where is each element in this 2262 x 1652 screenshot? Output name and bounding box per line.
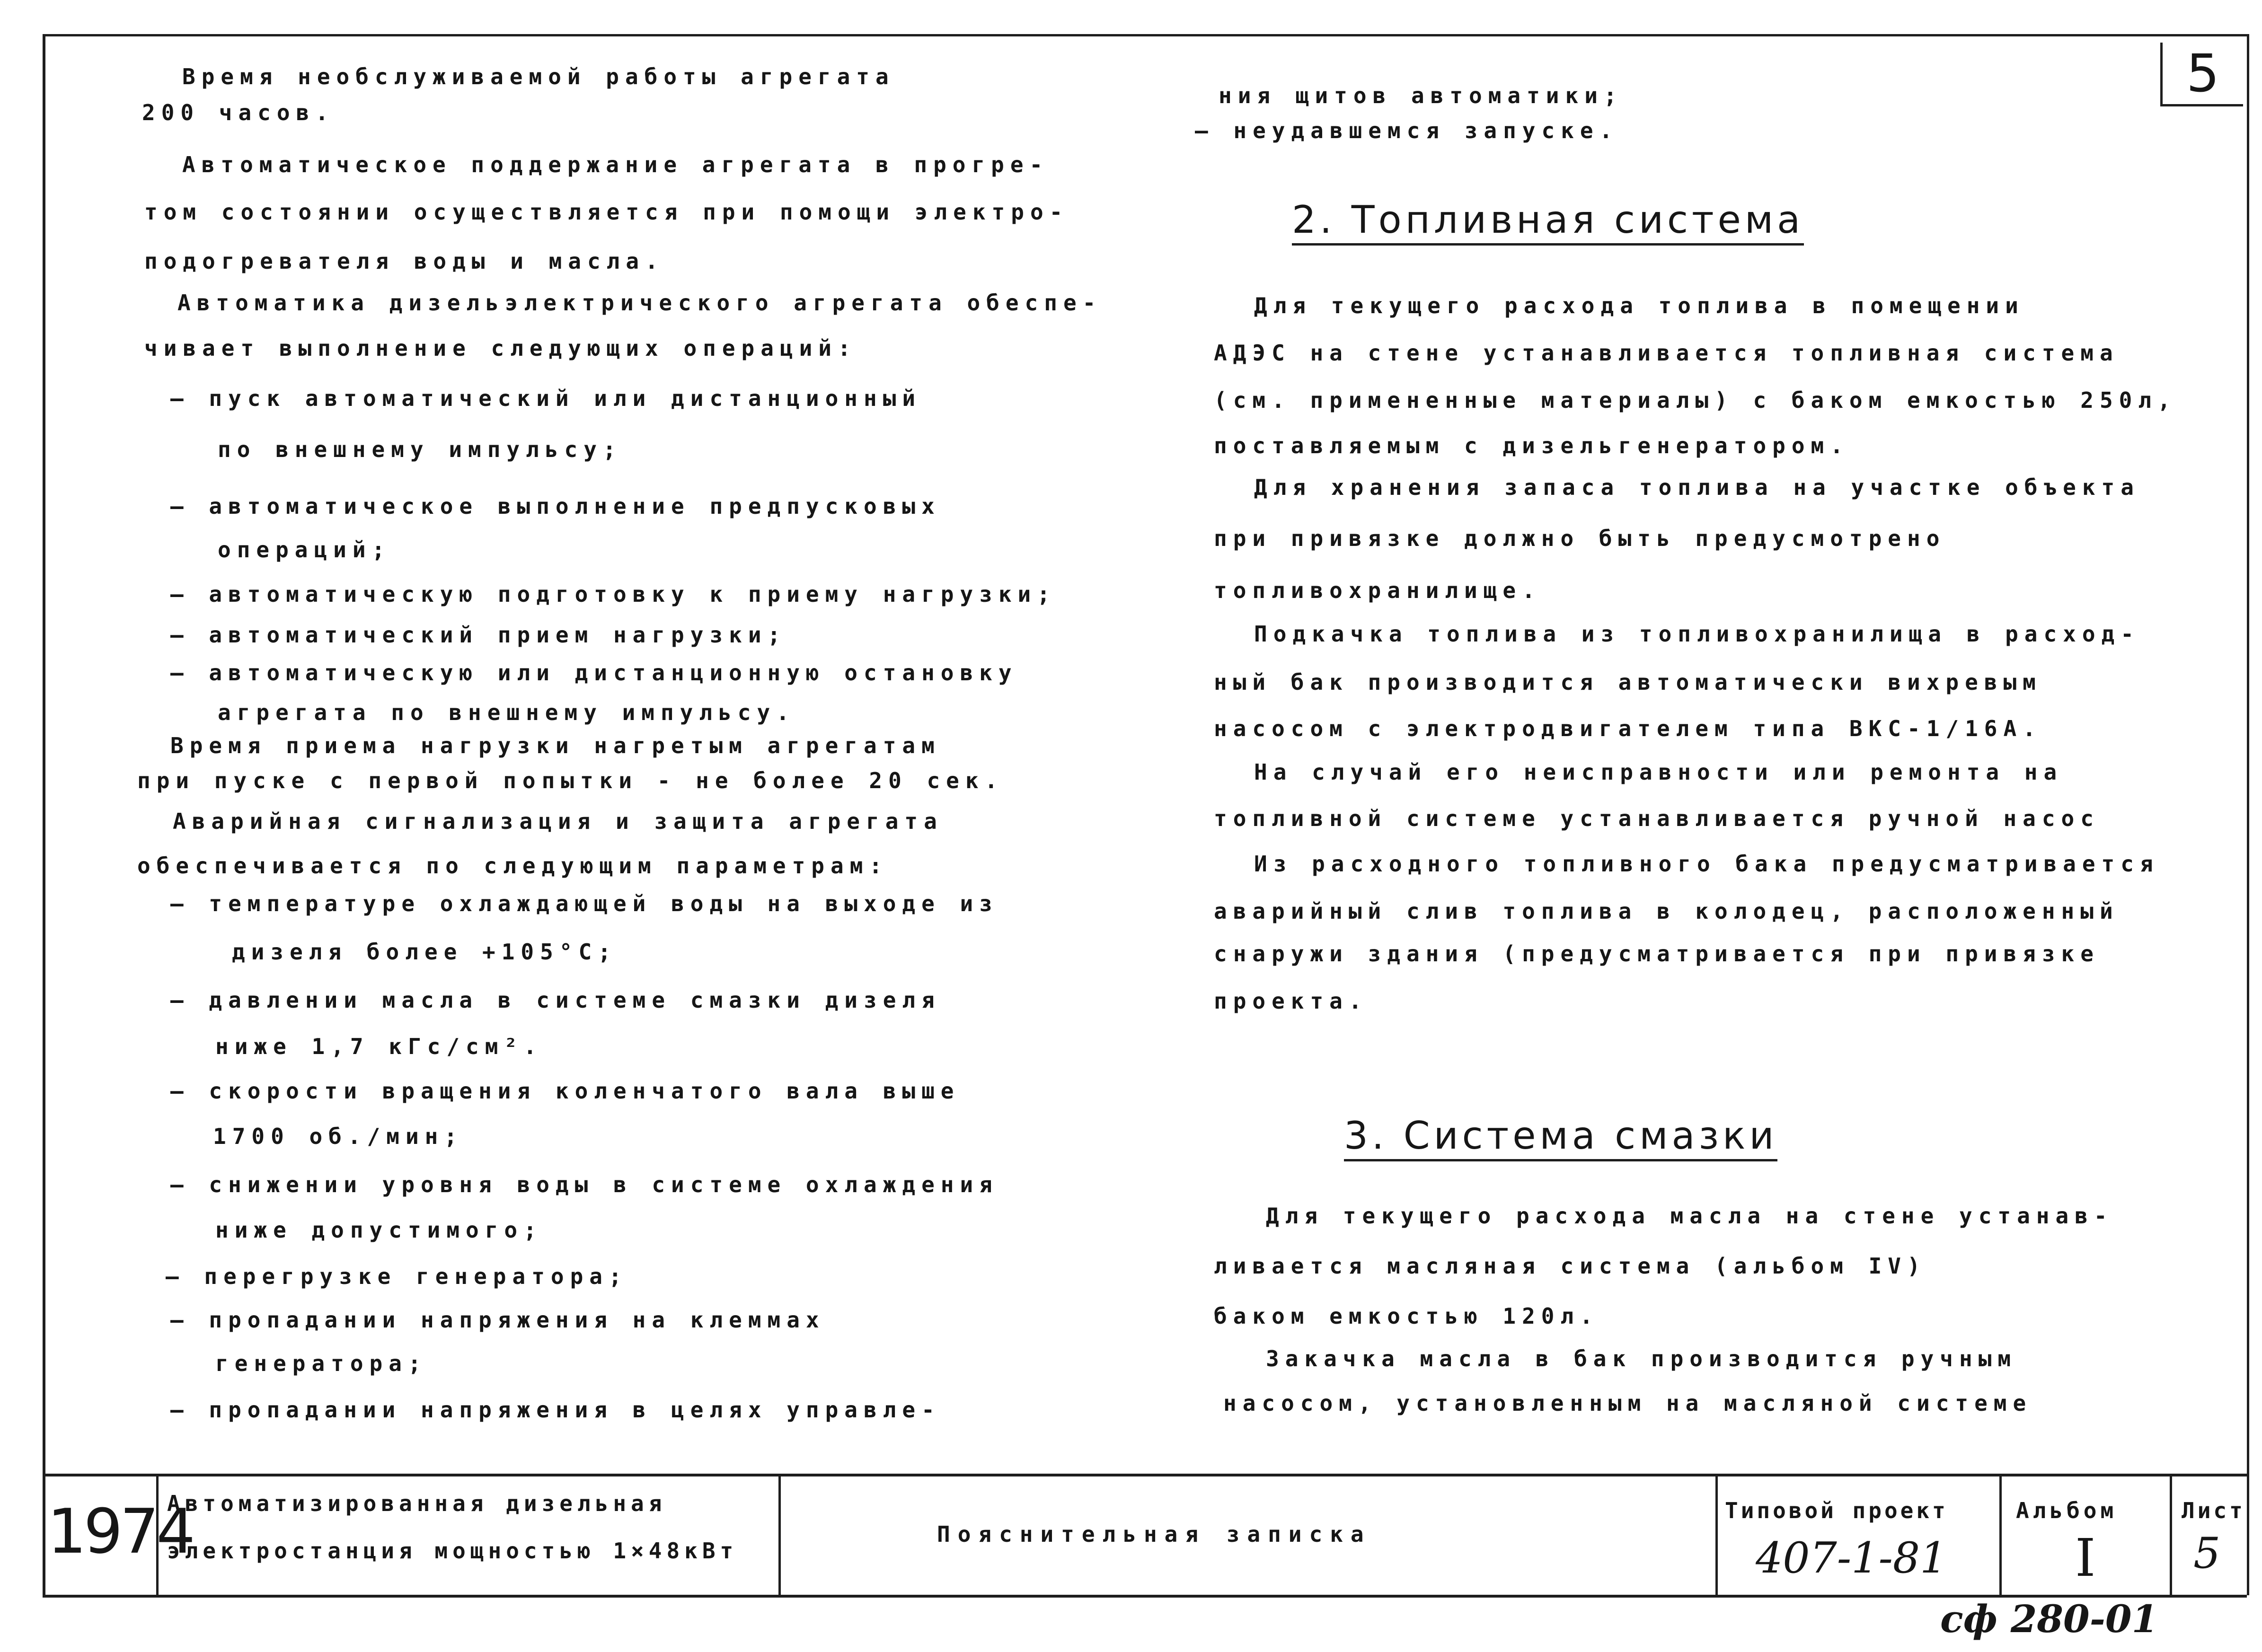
text-line: — автоматическую подготовку к приему нагрузки; (170, 581, 1056, 607)
text-line: — температуре охлаждающей воды на выходе из (170, 891, 998, 916)
text-line: — давлении масла в системе смазки дизеля (170, 987, 941, 1013)
album-label: Альбом (2016, 1498, 2118, 1523)
frame-top-border (45, 34, 2248, 36)
archive-code: сф 280-01 (1940, 1597, 2158, 1641)
section-heading-fuel: 2. Топливная система (1292, 199, 1804, 246)
text-line: при пуске с первой попытки - не более 20 сек. (137, 768, 1004, 793)
text-line: ниже 1,7 кГс/см². (215, 1034, 543, 1059)
text-line: — автоматическое выполнение предпусковых (170, 493, 941, 519)
project-label: Типовой проект (1725, 1498, 1948, 1523)
frame-right-border (2247, 34, 2249, 1595)
text-line: топливохранилище. (1214, 578, 1541, 603)
title-block-album-cell (1999, 1476, 2170, 1595)
text-line: ливается масляная система (альбом IV) (1214, 1253, 1926, 1279)
text-line: Для хранения запаса топлива на участке объекта (1254, 475, 2140, 500)
text-line: — пропадании напряжения на клеммах (170, 1307, 825, 1333)
text-line: снаружи здания (предусматривается при привязке (1214, 941, 2100, 967)
text-line: том состоянии осуществляется при помощи электро- (144, 199, 1069, 225)
text-line: Время приема нагрузки нагретым агрегатам (170, 733, 941, 758)
document-title: Пояснительная записка (937, 1521, 1371, 1547)
text-line: Для текущего расхода топлива в помещении (1254, 293, 2024, 318)
sheet-number-corner: 5 (2160, 43, 2243, 106)
title-block-project-cell (1715, 1476, 1999, 1595)
text-line: 1700 об./мин; (213, 1124, 464, 1149)
text-line: аварийный слив топлива в колодец, расположенный (1214, 898, 2119, 924)
text-line: насосом, установленным на масляной системе (1223, 1390, 2032, 1416)
text-line: дизеля более +105°С; (232, 939, 617, 965)
text-line: АДЭС на стене устанавливается топливная система (1214, 340, 2119, 366)
text-line: по внешнему импульсу; (218, 437, 622, 462)
object-name-line-2: электростанция мощностью 1×48кВт (167, 1538, 738, 1564)
album-number: I (2075, 1528, 2096, 1588)
section-heading-lubrication: 3. Система смазки (1344, 1115, 1777, 1161)
text-line: насосом с электродвигателем типа ВКС-1/16А. (1214, 716, 2042, 741)
text-line: — перегрузке генератора; (166, 1264, 628, 1289)
text-line: поставляемым с дизельгенератором. (1214, 433, 1849, 458)
text-line: Аварийная сигнализация и защита агрегата (173, 808, 943, 834)
text-line: при привязке должно быть предусмотрено (1214, 526, 1946, 551)
text-line: — автоматическую или дистанционную остановку (170, 660, 1018, 685)
object-name-line-1: Автоматизированная дизельная (167, 1491, 667, 1516)
text-line: — пропадании напряжения в целях управле- (170, 1397, 941, 1423)
title-block (43, 1474, 2247, 1598)
text-line: Подкачка топлива из топливохранилища в расход- (1254, 621, 2140, 647)
text-line: — автоматический прием нагрузки; (170, 622, 787, 648)
text-line: Автоматическое поддержание агрегата в прогре- (182, 152, 1049, 177)
text-line: чивает выполнение следующих операций: (144, 335, 857, 361)
text-line: — снижении уровня воды в системе охлаждения (170, 1172, 998, 1197)
text-line: Автоматика дизельэлектрического агрегата обеспе- (177, 290, 1102, 316)
sheet-number: 5 (2193, 1529, 2221, 1578)
text-line: ный бак производится автоматически вихревым (1214, 669, 2042, 695)
text-line: (см. примененные материалы) с баком емкостью 250л, (1214, 387, 2177, 413)
text-line: Для текущего расхода масла на стене устанав- (1266, 1203, 2113, 1229)
text-line: операций; (218, 537, 391, 562)
text-line: подогревателя воды и масла. (144, 248, 664, 274)
title-block-year: 1974 (47, 1495, 193, 1567)
text-line: генератора; (215, 1351, 427, 1376)
text-line: топливной системе устанавливается ручной насос (1214, 806, 2100, 831)
title-block-sheet-cell (2170, 1476, 2247, 1595)
text-line: Из расходного топливного бака предусматривается (1254, 851, 2159, 877)
text-line: — скорости вращения коленчатого вала выше (170, 1078, 960, 1104)
text-line: агрегата по внешнему импульсу. (218, 700, 795, 725)
text-line: ниже допустимого; (215, 1217, 543, 1243)
text-line: обеспечивается по следующим параметрам: (137, 853, 889, 879)
title-block-document-cell (778, 1476, 1715, 1595)
text-line: баком емкостью 120л. (1214, 1303, 1599, 1329)
frame-left-border (43, 34, 45, 1595)
text-line: Время необслуживаемой работы агрегата (182, 64, 895, 89)
project-number: 407-1-81 (1756, 1533, 1947, 1583)
text-line: 200 часов. (142, 100, 335, 125)
text-line: проекта. (1214, 988, 1368, 1014)
text-line: — неудавшемся запуске. (1195, 118, 1619, 143)
text-line: ния щитов автоматики; (1219, 83, 1623, 108)
title-block-object-cell (156, 1476, 778, 1595)
text-line: Закачка масла в бак производится ручным (1266, 1346, 2017, 1371)
sheet-label: Лист (2182, 1498, 2245, 1523)
text-line: — пуск автоматический или дистанционный (170, 386, 922, 411)
text-line: На случай его неисправности или ремонта на (1254, 759, 2063, 785)
